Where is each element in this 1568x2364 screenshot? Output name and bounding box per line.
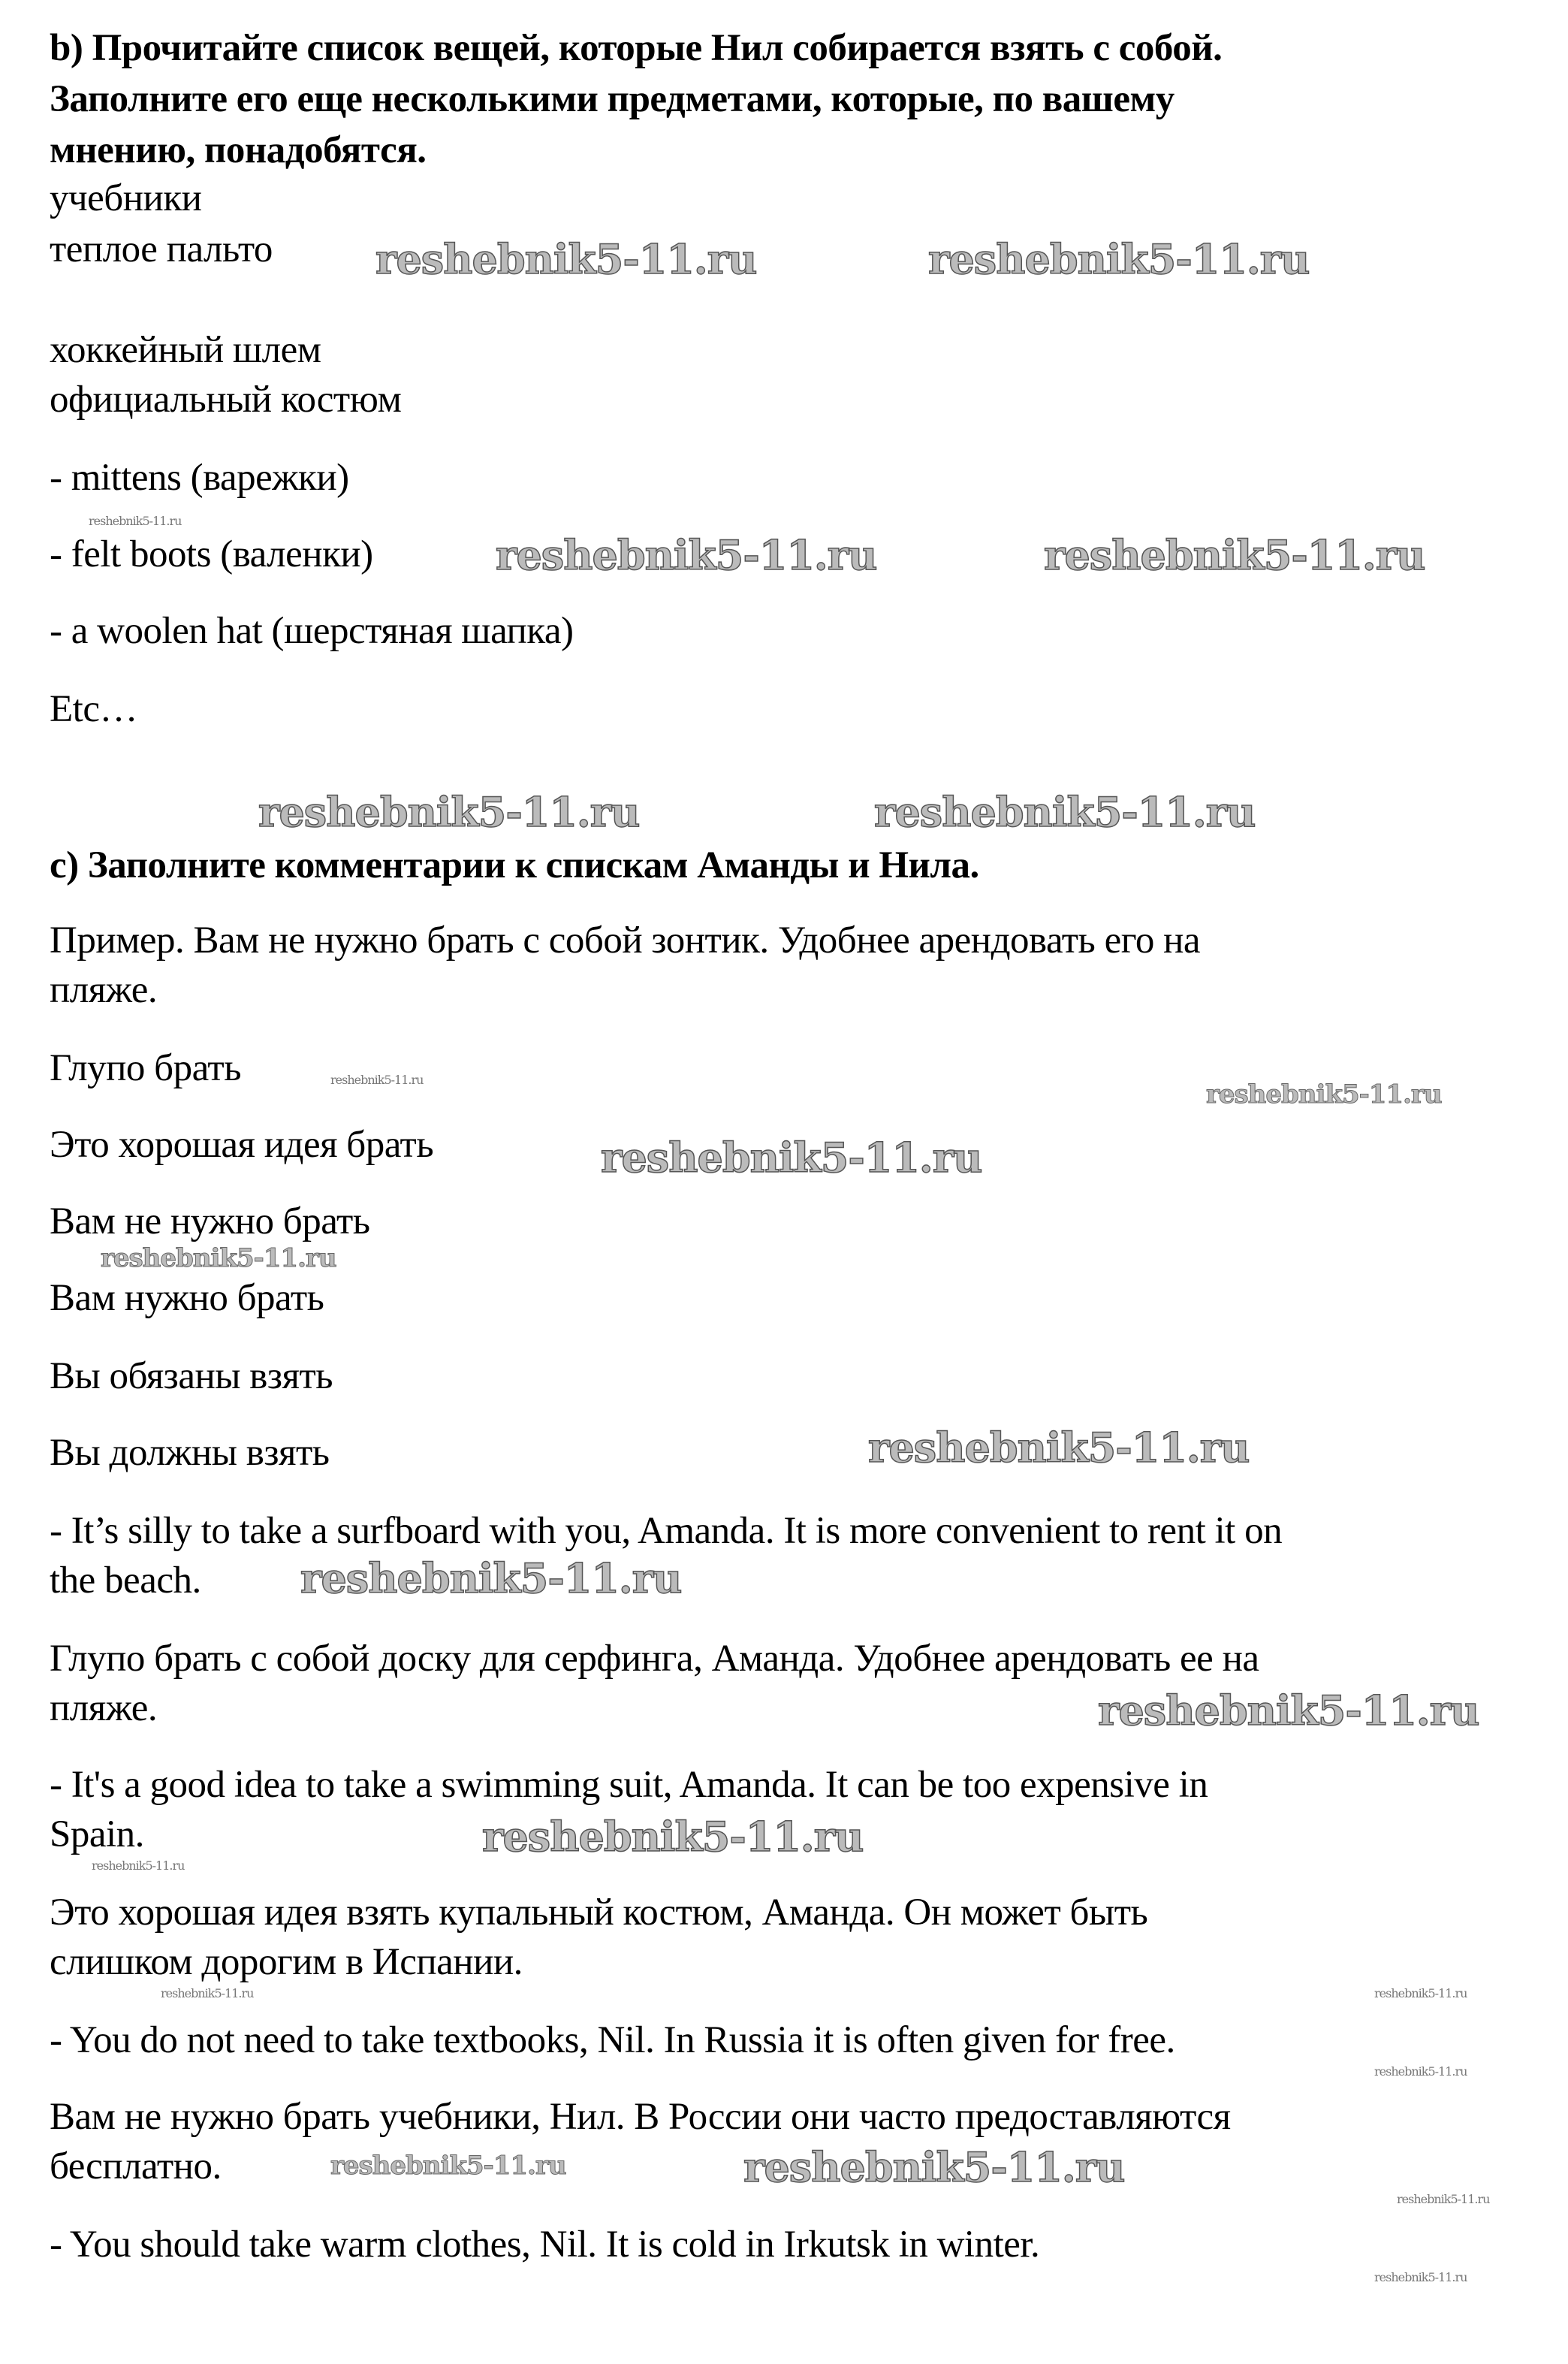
- watermark: reshebnik5-11.ru: [101, 1243, 336, 1273]
- watermark: reshebnik5-11.ru: [161, 1986, 254, 2000]
- watermark: reshebnik5-11.ru: [258, 788, 640, 836]
- example-line: пляже.: [50, 969, 158, 1011]
- watermark: reshebnik5-11.ru: [743, 2143, 1125, 2191]
- watermark: reshebnik5-11.ru: [496, 531, 877, 579]
- answer-line: the beach.: [50, 1559, 201, 1602]
- watermark: reshebnik5-11.ru: [330, 2151, 566, 2181]
- watermark: reshebnik5-11.ru: [1374, 2064, 1467, 2079]
- addition-item: - a woolen hat (шерстяная шапка): [50, 610, 574, 652]
- watermark: reshebnik5-11.ru: [1044, 531, 1425, 579]
- example-line: Пример. Вам не нужно брать с собой зонтик. Удобнее арендовать его на: [50, 919, 1201, 962]
- watermark: reshebnik5-11.ru: [375, 235, 757, 283]
- answer-line: пляже.: [50, 1687, 158, 1729]
- list-item: хоккейный шлем: [50, 329, 321, 371]
- watermark: reshebnik5-11.ru: [1098, 1686, 1479, 1735]
- phrase-item: Вам не нужно брать: [50, 1200, 370, 1242]
- answer-line: - You do not need to take textbooks, Nil. In Russia it is often given for free.: [50, 2019, 1175, 2061]
- watermark: reshebnik5-11.ru: [1374, 2270, 1467, 2284]
- answer-line: Глупо брать с собой доску для серфинга, Аманда. Удобнее арендовать ее на: [50, 1638, 1259, 1680]
- addition-item: - mittens (варежки): [50, 457, 349, 499]
- watermark: reshebnik5-11.ru: [300, 1554, 682, 1602]
- phrase-item: Вы обязаны взять: [50, 1355, 333, 1397]
- answer-line: Это хорошая идея взять купальный костюм, Аманда. Он может быть: [50, 1892, 1148, 1934]
- watermark: reshebnik5-11.ru: [868, 1424, 1250, 1472]
- phrase-item: Это хорошая идея брать: [50, 1124, 434, 1166]
- list-item: официальный костюм: [50, 379, 402, 421]
- watermark: reshebnik5-11.ru: [928, 235, 1310, 283]
- watermark: reshebnik5-11.ru: [601, 1134, 982, 1182]
- watermark: reshebnik5-11.ru: [482, 1813, 864, 1861]
- watermark: reshebnik5-11.ru: [92, 1858, 185, 1873]
- answer-line: слишком дорогим в Испании.: [50, 1941, 523, 1983]
- phrase-item: Вы должны взять: [50, 1432, 330, 1474]
- list-item: теплое пальто: [50, 228, 273, 270]
- section-b-heading-line: мнению, понадобятся.: [50, 129, 427, 171]
- watermark: reshebnik5-11.ru: [874, 788, 1256, 836]
- section-b-heading-line: Заполните его еще несколькими предметами, которые, по вашему: [50, 78, 1174, 120]
- watermark: reshebnik5-11.ru: [89, 514, 182, 528]
- phrase-item: Глупо брать: [50, 1047, 241, 1089]
- watermark: reshebnik5-11.ru: [1374, 1986, 1467, 2000]
- watermark: reshebnik5-11.ru: [1206, 1079, 1442, 1110]
- answer-line: - It’s silly to take a surfboard with you, Amanda. It is more convenient to rent it on: [50, 1510, 1283, 1552]
- answer-line: Spain.: [50, 1813, 144, 1855]
- addition-item: Etc…: [50, 688, 137, 730]
- phrase-item: Вам нужно брать: [50, 1277, 324, 1319]
- answer-line: Вам не нужно брать учебники, Нил. В России они часто предоставляются: [50, 2096, 1231, 2138]
- answer-line: бесплатно.: [50, 2145, 222, 2187]
- watermark: reshebnik5-11.ru: [330, 1073, 424, 1087]
- watermark: reshebnik5-11.ru: [1397, 2192, 1490, 2206]
- section-b-heading-line: b) Прочитайте список вещей, которые Нил собирается взять с собой.: [50, 27, 1223, 69]
- addition-item: - felt boots (валенки): [50, 533, 373, 575]
- section-c-heading: c) Заполните комментарии к спискам Аманды и Нила.: [50, 844, 979, 886]
- answer-line: - You should take warm clothes, Nil. It is cold in Irkutsk in winter.: [50, 2224, 1040, 2266]
- answer-line: - It's a good idea to take a swimming suit, Amanda. It can be too expensive in: [50, 1764, 1208, 1806]
- list-item: учебники: [50, 177, 202, 219]
